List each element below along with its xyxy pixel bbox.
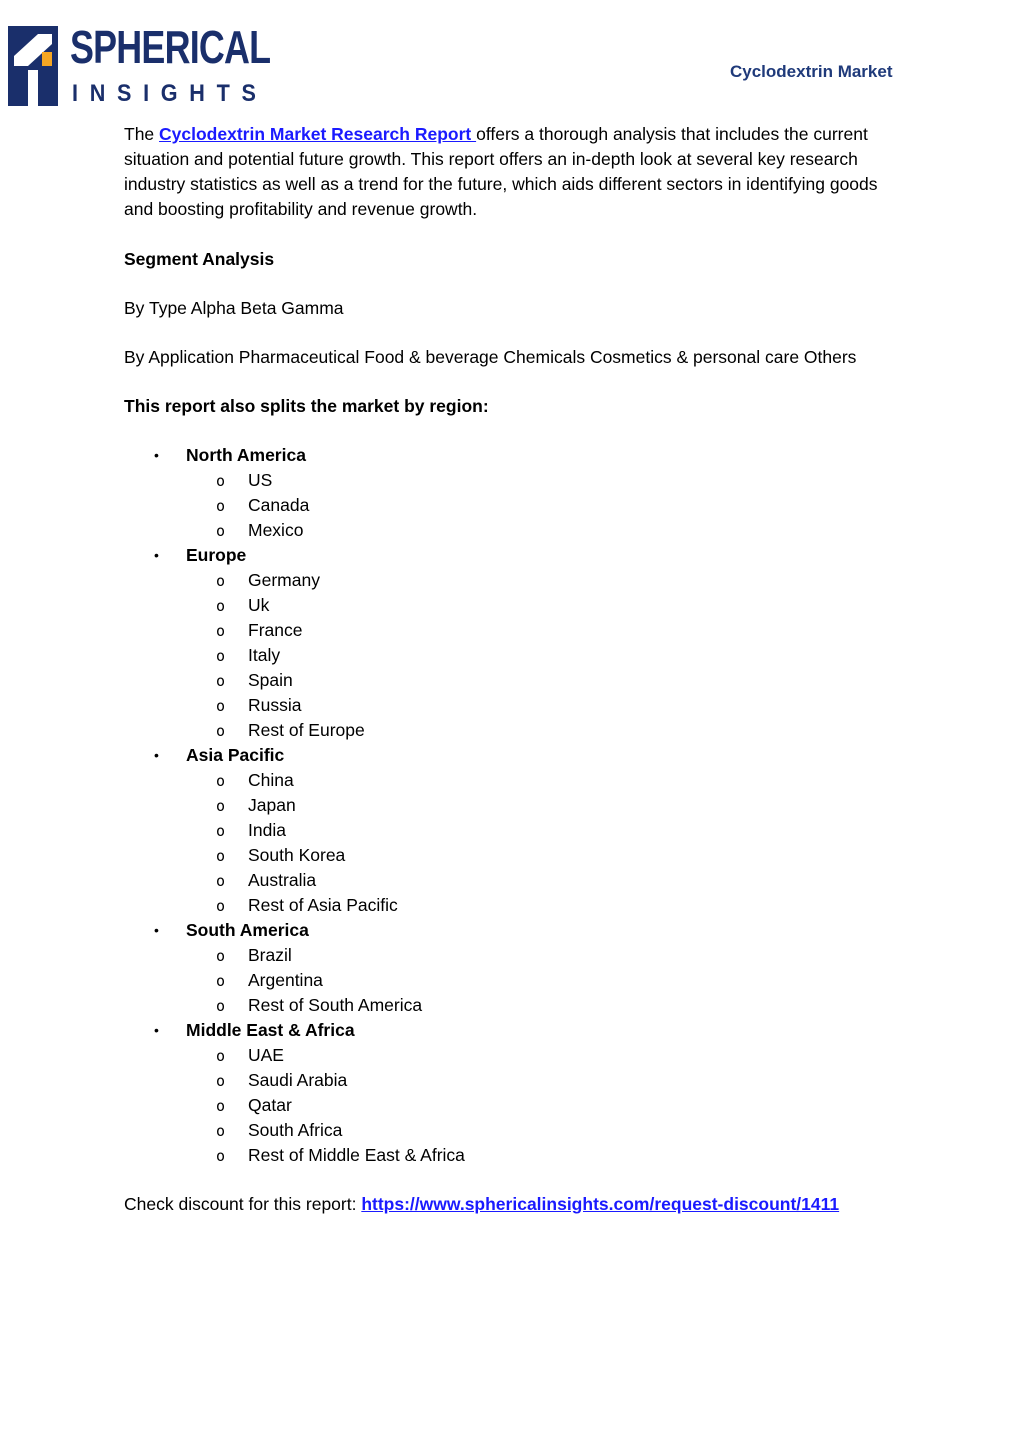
discount-line	[124, 1192, 894, 1217]
country-name: South Africa	[248, 1120, 343, 1140]
country-item	[186, 793, 894, 818]
circle-bullet-icon: o	[216, 947, 226, 965]
circle-bullet-icon: o	[216, 797, 226, 815]
region-heading: This report also splits the market by region:	[124, 396, 489, 416]
discount-label: Check discount for this report:	[124, 1194, 362, 1214]
region-item	[124, 743, 894, 918]
country-name: Rest of South America	[248, 995, 423, 1015]
country-name: Saudi Arabia	[248, 1070, 348, 1090]
country-name: Canada	[248, 495, 310, 515]
country-name: France	[248, 620, 303, 640]
country-name: India	[248, 820, 286, 840]
circle-bullet-icon: o	[216, 997, 226, 1015]
country-item	[186, 1093, 894, 1118]
country-item	[186, 968, 894, 993]
country-name: Rest of Asia Pacific	[248, 895, 398, 915]
country-name: Mexico	[248, 520, 304, 540]
country-item	[186, 718, 894, 743]
circle-bullet-icon: o	[216, 1147, 226, 1165]
country-name: Qatar	[248, 1095, 292, 1115]
bullet-icon: •	[154, 547, 159, 563]
bullet-icon: •	[154, 1022, 159, 1038]
segment-heading: Segment Analysis	[124, 249, 275, 269]
country-item	[186, 1068, 894, 1093]
logo-text-insights: INSIGHTS	[72, 80, 268, 107]
country-item	[186, 1143, 894, 1168]
region-list	[124, 443, 894, 1168]
circle-bullet-icon: o	[216, 572, 226, 590]
country-list	[186, 468, 894, 543]
country-name: Italy	[248, 645, 281, 665]
region-name: North America	[186, 445, 306, 465]
country-name: Rest of Middle East & Africa	[248, 1145, 465, 1165]
country-item	[186, 668, 894, 693]
country-item	[186, 643, 894, 668]
report-link[interactable]: Cyclodextrin Market Research Report	[159, 124, 477, 144]
country-item	[186, 868, 894, 893]
circle-bullet-icon: o	[216, 622, 226, 640]
intro-paragraph	[124, 122, 894, 222]
bullet-icon: •	[154, 447, 159, 463]
country-item	[186, 1043, 894, 1068]
circle-bullet-icon: o	[216, 897, 226, 915]
circle-bullet-icon: o	[216, 522, 226, 540]
by-type-text: By Type Alpha Beta Gamma	[124, 298, 344, 318]
country-name: Japan	[248, 795, 296, 815]
region-item	[124, 1018, 894, 1168]
circle-bullet-icon: o	[216, 822, 226, 840]
country-item	[186, 593, 894, 618]
country-name: Uk	[248, 595, 270, 615]
country-item	[186, 843, 894, 868]
country-item	[186, 943, 894, 968]
country-name: Argentina	[248, 970, 323, 990]
country-item	[186, 1118, 894, 1143]
document-body	[124, 122, 894, 1217]
circle-bullet-icon: o	[216, 672, 226, 690]
country-item	[186, 993, 894, 1018]
country-item	[186, 518, 894, 543]
country-item	[186, 693, 894, 718]
country-name: Spain	[248, 670, 293, 690]
country-item	[186, 468, 894, 493]
country-name: UAE	[248, 1045, 284, 1065]
country-item	[186, 768, 894, 793]
intro-prefix: The	[124, 124, 160, 144]
country-item	[186, 493, 894, 518]
header-title: Cyclodextrin Market	[730, 62, 893, 81]
region-item	[124, 918, 894, 1018]
circle-bullet-icon: o	[216, 472, 226, 490]
country-name: Russia	[248, 695, 302, 715]
region-item	[124, 543, 894, 743]
spherical-insights-logo-icon	[8, 26, 58, 106]
region-name: Middle East & Africa	[186, 1020, 355, 1040]
country-name: South Korea	[248, 845, 346, 865]
region-name: South America	[186, 920, 309, 940]
logo-text-spherical: SPHERICAL	[70, 21, 271, 73]
country-name: US	[248, 470, 273, 490]
region-name: Asia Pacific	[186, 745, 285, 765]
discount-link[interactable]: https://www.sphericalinsights.com/request-discount/1411	[361, 1194, 840, 1214]
country-name: Rest of Europe	[248, 720, 365, 740]
circle-bullet-icon: o	[216, 1072, 226, 1090]
bullet-icon: •	[154, 922, 159, 938]
company-logo	[8, 21, 271, 108]
circle-bullet-icon: o	[216, 722, 226, 740]
circle-bullet-icon: o	[216, 772, 226, 790]
circle-bullet-icon: o	[216, 1122, 226, 1140]
country-item	[186, 568, 894, 593]
region-name: Europe	[186, 545, 247, 565]
country-item	[186, 893, 894, 918]
country-item	[186, 618, 894, 643]
circle-bullet-icon: o	[216, 847, 226, 865]
country-name: China	[248, 770, 294, 790]
country-item	[186, 818, 894, 843]
country-name: Australia	[248, 870, 317, 890]
circle-bullet-icon: o	[216, 972, 226, 990]
bullet-icon: •	[154, 747, 159, 763]
circle-bullet-icon: o	[216, 647, 226, 665]
by-application-text: By Application Pharmaceutical Food & beverage Chemicals Cosmetics & personal care Others	[124, 347, 857, 367]
intro-suffix: offers a thorough analysis that includes the current situation and potential future growth. This report offers an in-depth look at several key research industry statistics as well as a trend for the future, which aids different sectors in identifying goods and boosting profitability and revenue growth.	[124, 124, 878, 219]
country-list	[186, 1043, 894, 1168]
circle-bullet-icon: o	[216, 597, 226, 615]
country-list	[186, 568, 894, 743]
circle-bullet-icon: o	[216, 1047, 226, 1065]
region-item	[124, 443, 894, 543]
circle-bullet-icon: o	[216, 497, 226, 515]
country-list	[186, 768, 894, 918]
country-list	[186, 943, 894, 1018]
circle-bullet-icon: o	[216, 872, 226, 890]
circle-bullet-icon: o	[216, 697, 226, 715]
country-name: Germany	[248, 570, 320, 590]
country-name: Brazil	[248, 945, 292, 965]
circle-bullet-icon: o	[216, 1097, 226, 1115]
